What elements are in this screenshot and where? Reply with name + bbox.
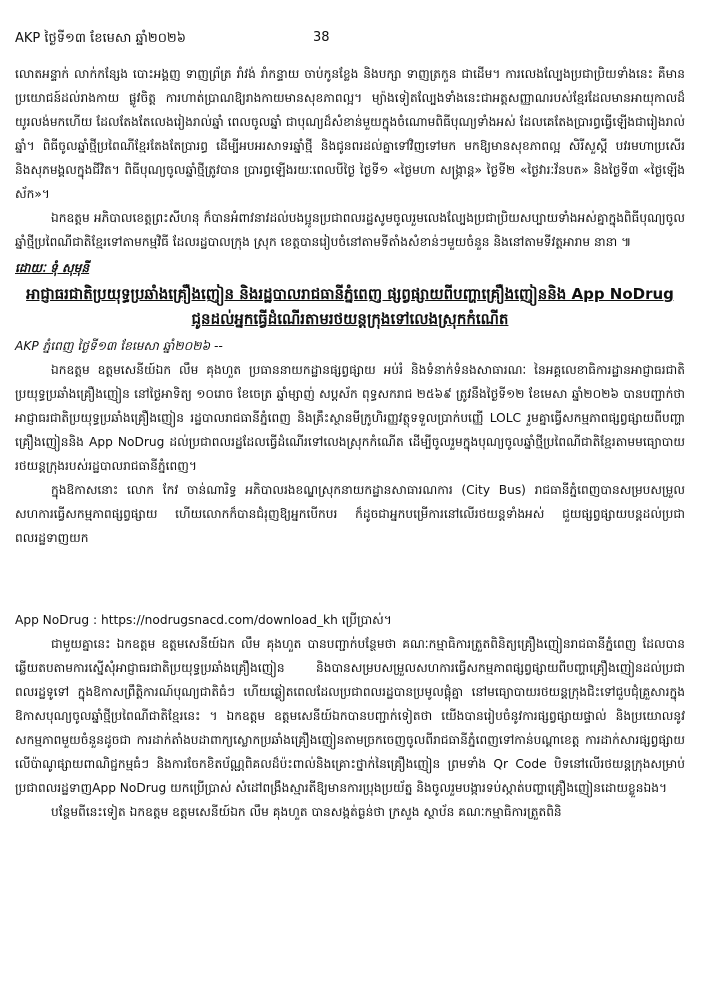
article2-paragraph-4: ជាមួយគ្នានេះ ឯកឧត្តម ឧត្តមសេនីយ៍ឯក លឹម គុងហួត បានបញ្ជាក់បន្ថែមថា គណៈកម្មាធិការត្រួតពិនិត្យគ្រឿងញៀនរាជធានីភ្នំពេញ ដែលបានឆ្លើយតបតាមការស្នើសុំអាជ្ញាធរជាតិប្រយុទ្ធប្រឆាំងគ្រឿងញៀន និងបានសម្របសម្រួលសហការធ្វើសកម្មភាពផ្សព្វផ្សាយពីបញ្ហាគ្រឿងញៀនដល់ប្រជាពលរដ្ឋទូទៅ ក្នុងឱកាសព្រឹត្តិការណ៍បុណ្យជាតិធំៗ ហើយឆ្លៀតពេលដែលប្រជាពលរដ្ឋបានប្រមូលផ្តុំគ្នា នៅមធ្យោបាយរថយន្តក្រុងជិះទៅជួបជុំគ្រួសារក្នុងឱកាសបុណ្យចូលឆ្នាំថ្មីប្រពៃណីជាតិខ្មែរនេះ ។ ឯកឧត្តម ឧត្តមសេនីយ៍ឯកបានបញ្ជាក់ទៀតថា យើងបានរៀបចំនូវការផ្សព្វផ្សាយផ្ទាល់ និងប្រយោលនូវសកម្មភាពមួយចំនួនដូចជា ការដាក់តាំងបដាពាក្យស្លោកប្រឆាំងគ្រឿងញៀនតាមច្រកចេញចូលពីរាជធានីភ្នំពេញទៅកាន់បណ្តាខេត្ត ការដាក់សារផ្សព្វផ្សាយលើប៉ាណូផ្សាយពាណិជ្ជកម្មធំៗ និងការចែកខិតប័ណ្ណពិគលដ៏ប៉ះពាល់និងគ្រោះថ្នាក់នៃគ្រឿងញៀន ព្រមទាំង Qr Code បិទនៅលើរថយន្តក្រុងសម្រាប់ប្រជាពលរដ្ឋទាញApp NoDrug យកប្រើប្រាស់ សំដៅពង្រឹងស្មារតីឱ្យមានការប្រុងប្រយ័ត្ន និងចូលរួមបង្ការទប់ស្កាត់បញ្ហាគ្រឿងញៀនដោយខ្លួនឯង។ bbox=[15, 637, 685, 795]
article2-paragraph-1: ឯកឧត្តម ឧត្តមសេនីយ៍ឯក លឹម គុងហួត ប្រធាននាយកដ្ឋានផ្សព្វផ្សាយ អប់រំ និងទំនាក់ទំនងសាធារណៈ នៃអគ្គលេខាធិការដ្ឋានអាជ្ញាធរជាតិប្រយុទ្ធប្រឆាំងគ្រឿងញៀន នៅថ្ងៃអាទិត្យ ១០រោច ខែចេត្រ ឆ្នាំម្សាញ់ សប្តស័ក ពុទ្ធសករាជ ២៥៦៩ ត្រូវនឹងថ្ងៃទី១២ ខែមេសា ឆ្នាំ២០២៦ បានបញ្ជាក់ថា អាជ្ញាធរជាតិប្រយុទ្ធប្រឆាំងគ្រឿងញៀន រដ្ឋបាលរាជធានីភ្នំពេញ និងគ្រឹះស្ថានមីក្រូហិរញ្ញវត្ថុទទួលប្រាក់បញ្ញើ LOLC រួមគ្នាធ្វើសកម្មភាពផ្សព្វផ្សាយពីបញ្ហាគ្រឿងញៀននិង App NoDrug ដល់ប្រជាពលរដ្ឋដែលធ្វើដំណើរទៅលេងស្រុកកំណើត ដើម្បីចូលរួមក្នុងបុណ្យចូលឆ្នាំថ្មីប្រពៃណីជាតិខ្មែរតាមមធ្យោបាយរថយន្តក្រុងរបស់រដ្ឋបាលរាជធានីភ្នំពេញ។ bbox=[15, 363, 685, 473]
page-content bbox=[15, 62, 685, 824]
article2-title: អាជ្ញាធរជាតិប្រយុទ្ធប្រឆាំងគ្រឿងញៀន និងរដ្ឋបាលរាជធានីភ្នំពេញ ផ្សព្វផ្សាយពីបញ្ហាគ្រឿងញៀននិង App NoDrug ជូនដល់អ្នកធ្វើដំណើរតាមរថយន្តក្រុងទៅលេងស្រុកកំណើត bbox=[26, 285, 674, 328]
article2-paragraph-5: បន្ថែមពីនេះទៀត ឯកឧត្តម ឧត្តមសេនីយ៍ឯក លឹម គុងហួត បានសង្កត់ធ្ងន់ថា ក្រសួង ស្ថាប័ន គណៈកម្មាធិការត្រួតពិនិ bbox=[51, 805, 562, 819]
page-header bbox=[15, 30, 687, 52]
article2-dateline: AKP ភ្នំពេញ ថ្ងៃទី១៣ ខែមេសា ឆ្នាំ២០២៦ -- bbox=[15, 339, 223, 353]
header-source-date: AKP ថ្ងៃទី១៣ ខែមេសា ឆ្នាំ២០២៦ bbox=[15, 31, 186, 46]
article1-paragraph-2: ឯកឧត្តម អភិបាលខេត្តព្រះសីហនុ ក៏បានអំពាវនាវដល់បងប្អូនប្រជាពលរដ្ឋសូមចូលរួមលេងល្បែងប្រជាប្រិយសប្បាយទាំងអស់គ្នាក្នុងពិធីបុណ្យចូលឆ្នាំថ្មីប្រពៃណីជាតិខ្មែរទៅតាមកម្មវិធី ដែលរដ្ឋបាលក្រុង ស្រុក ខេត្តបានរៀបចំនៅតាមទីតាំងសំខាន់ៗមួយចំនួន និងនៅតាមទីវត្តអារាម នានា ៕ bbox=[15, 211, 685, 249]
article2-paragraph-2: ក្នុងឱកាសនោះ លោក កែវ ចាន់ណារិទ្ធ អភិបាលរងខណ្ឌស្រុកនាយកដ្ឋានសាធារណការ (City Bus) រាជធានីភ្នំពេញបានសម្របសម្រួលសហការធ្វើសកម្មភាពផ្សព្វផ្សាយ ហើយលោកក៏បានជំរុញឱ្យអ្នកបើកបរ ក៏ដូចជាអ្នកបម្រើការនៅលើរថយន្តទាំងអស់ ជួយផ្សព្វផ្សាយបន្តដល់ប្រជាពលរដ្ឋទាញយក bbox=[15, 483, 685, 545]
article1-paragraph-1: លោតអន្ទាក់ លាក់កន្សែង បោះអង្គញ ទាញព្រ័ត្រ រាំវង់ រាំកន្ទាយ ចាប់កូនខ្លែង និងបក្សា ទាញត្រកួន ជាដើម។ ការលេងល្បែងប្រជាប្រិយទាំងនេះ គឺមានប្រយោជន៍ដល់រាងកាយ ផ្លូវចិត្ត ការហាត់ប្រាណឱ្យរាងកាយមានសុខភាពល្អ។ ម្យ៉ាងទៀតល្បែងទាំងនេះជាអត្តសញ្ញាណរបស់ខ្មែរដែលមានអាយុកាលដ៏យូរលង់មកហើយ ដែលតែងតែលេងរៀងរាល់ឆ្នាំ ពេលចូលឆ្នាំ ជាបុណ្យដ៏សំខាន់មួយក្នុងចំណោមពិធីបុណ្យទាំងអស់ ដែលគេតែងប្រារព្ធធ្វើឡើងជារៀងរាល់ឆ្នាំ។ ពិធីចូលឆ្នាំថ្មីប្រពៃណីខ្មែរតែងតែប្រារព្ធ ដើម្បីអបអរសាទរឆ្នាំថ្មី និងជូនពរដល់គ្នាទៅវិញទៅមក មកឱ្យមានសុខភាពល្អ សិរីសួស្តី បវរមហាប្រសើរ និងសុភមង្គលក្នុងជីវិត។ ពិធីបុណ្យចូលឆ្នាំថ្មីត្រូវបាន ប្រារព្ធឡើងរយៈពេលបីថ្ងៃ ថ្ងៃទី១ «ថ្ងៃមហា សង្ក្រាន្ត» ថ្ងៃទី២ «ថ្ងៃវារៈវ័នបត» និងថ្ងៃទី៣ «ថ្ងៃឡើង ស័ក»។ bbox=[15, 67, 685, 201]
paragraph-gap bbox=[15, 550, 685, 608]
page-number: 38 bbox=[313, 30, 330, 45]
article1-author: ដោយៈ ទុំ សុមុនី bbox=[15, 261, 90, 275]
article2-app-link: App NoDrug : https://nodrugsnacd.com/download_kh ប្រើប្រាស់។ bbox=[15, 613, 392, 627]
